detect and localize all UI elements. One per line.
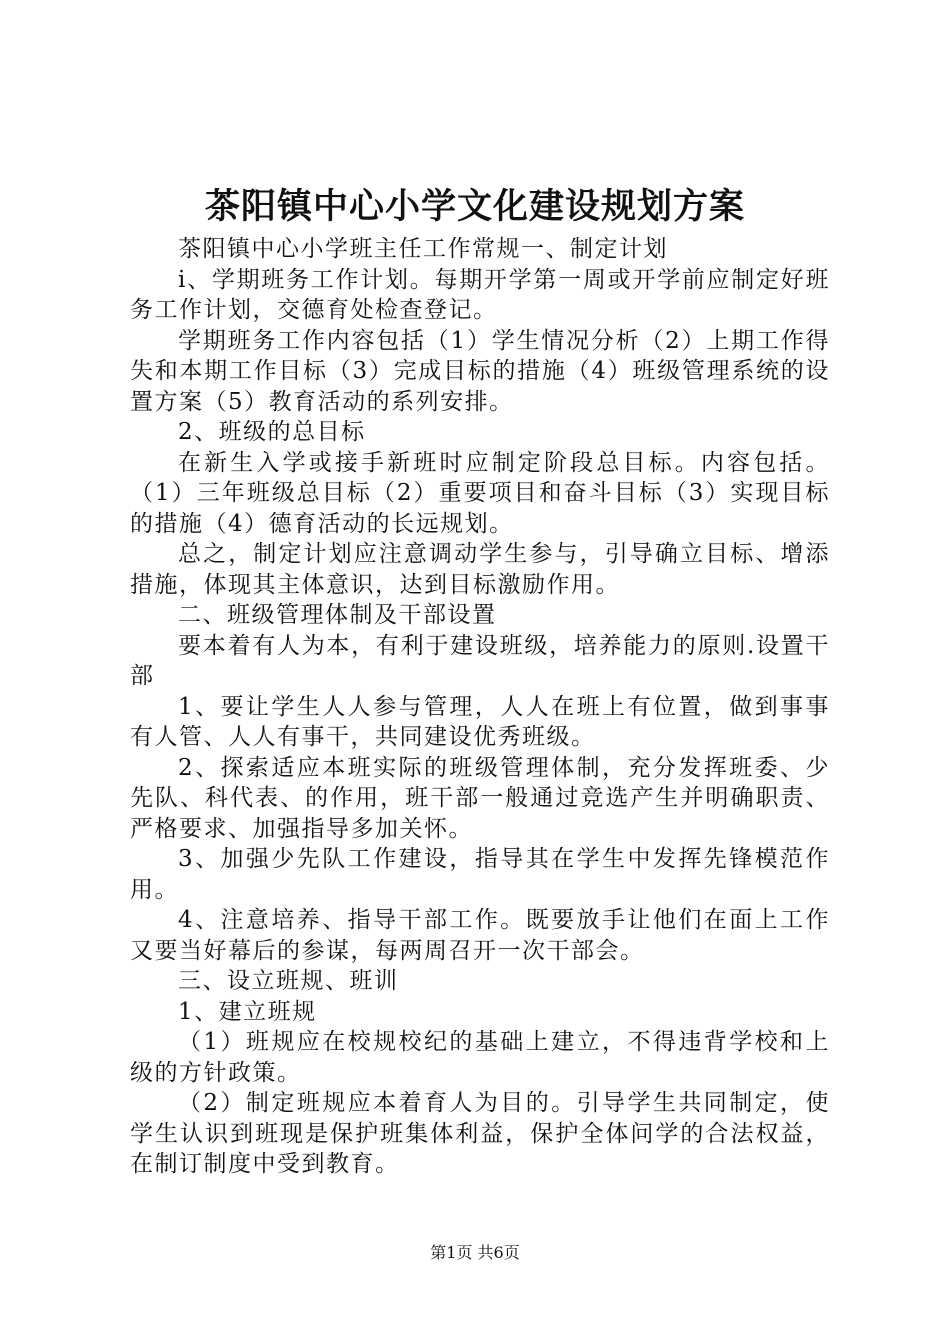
document-body — [130, 234, 830, 1180]
paragraph-13: 三、设立班规、班训 — [178, 968, 399, 994]
page-footer: 第1页 共6页 — [430, 1243, 520, 1262]
paragraph-9: 1、要让学生人人参与管理，人人在班上有位置，做到事事有人管、人人有事干，共同建设优秀班级。 — [130, 693, 830, 750]
document-title: 茶阳镇中心小学文化建设规划方案 — [204, 186, 745, 227]
paragraph-1: 茶阳镇中心小学班主任工作常规一、制定计划 — [178, 236, 668, 262]
paragraph-14: 1、建立班规 — [178, 998, 317, 1025]
paragraph-12: 4、注意培养、指导干部工作。既要放手让他们在面上工作又要当好幕后的参谋，每两周召开一次干部会。 — [130, 907, 830, 964]
paragraph-6: 总之，制定计划应注意调动学生参与，引导确立目标、增添措施，体现其主体意识，达到目标激励作用。 — [130, 541, 830, 598]
paragraph-16: （2）制定班规应本着育人为目的。引导学生共同制定，使学生认识到班现是保护班集体利益，保护全体问学的合法权益，在制订制度中受到教育。 — [130, 1090, 830, 1177]
paragraph-7: 二、班级管理体制及干部设置 — [178, 602, 497, 628]
paragraph-11: 3、加强少先队工作建设，指导其在学生中发挥先锋模范作用。 — [130, 846, 830, 903]
paragraph-2: i、学期班务工作计划。每期开学第一周或开学前应制定好班务工作计划，交德育处检查登记。 — [130, 266, 830, 323]
paragraph-5: 在新生入学或接手新班时应制定阶段总目标。内容包括。（1）三年班级总目标（2）重要项目和奋斗目标（3）实现目标的措施（4）德育活动的长远规划。 — [130, 449, 830, 537]
paragraph-15: （1）班规应在校规校纪的基础上建立，不得违背学校和上级的方针政策。 — [130, 1029, 830, 1086]
paragraph-8: 要本着有人为本，有利于建设班级，培养能力的原则.设置干部 — [130, 632, 830, 689]
paragraph-4: 2、班级的总目标 — [178, 419, 366, 445]
paragraph-3: 学期班务工作内容包括（1）学生情况分析（2）上期工作得失和本期工作目标（3）完成目标的措施（4）班级管理系统的设置方案（5）教育活动的系列安排。 — [130, 327, 830, 415]
paragraph-10: 2、探索适应本班实际的班级管理体制，充分发挥班委、少先队、科代表、的作用，班干部一般通过竞选产生并明确职责、严格要求、加强指导多加关怀。 — [130, 754, 830, 842]
